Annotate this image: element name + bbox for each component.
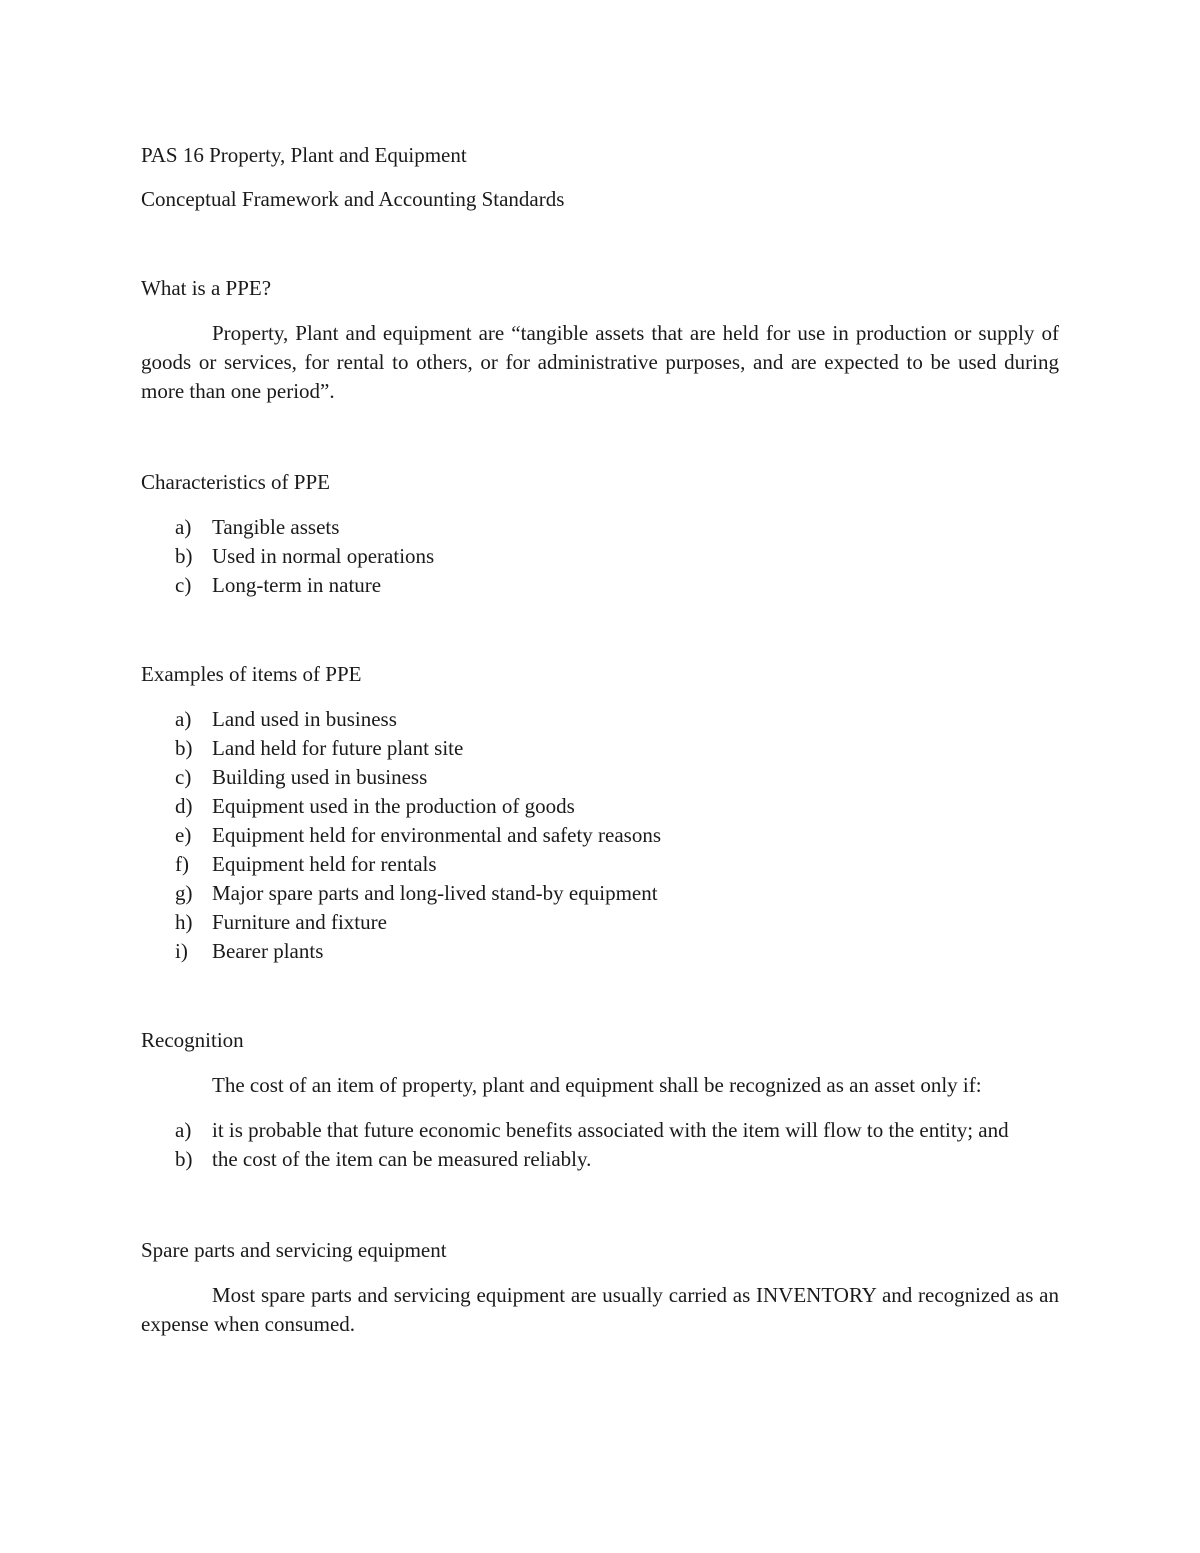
- list-item: b) the cost of the item can be measured reliably.: [175, 1147, 592, 1171]
- examples-section: [141, 660, 1061, 966]
- recognition-paragraph: The cost of an item of property, plant and equipment shall be recognized as an asset only if:: [212, 1073, 982, 1097]
- list-item: d) Equipment used in the production of goods: [175, 794, 575, 818]
- list-item: f) Equipment held for rentals: [175, 852, 437, 876]
- recognition-section: [141, 1026, 1061, 1174]
- list-item: a) Land used in business: [175, 707, 397, 731]
- list-item: b) Used in normal operations: [175, 544, 435, 568]
- definition-section: [141, 274, 1061, 406]
- examples-heading: Examples of items of PPE: [141, 662, 362, 686]
- examples-list: [141, 705, 1061, 966]
- recognition-list: [141, 1116, 1061, 1174]
- characteristics-heading: Characteristics of PPE: [141, 470, 330, 494]
- list-item: i) Bearer plants: [175, 939, 324, 963]
- document-title: PAS 16 Property, Plant and Equipment: [141, 143, 467, 167]
- recognition-heading: Recognition: [141, 1028, 244, 1052]
- list-item: a) Tangible assets: [175, 515, 340, 539]
- list-item: a) it is probable that future economic benefits associated with the item will flow to the entity; and: [175, 1118, 1009, 1142]
- spare-parts-heading: Spare parts and servicing equipment: [141, 1238, 447, 1262]
- list-item: e) Equipment held for environmental and safety reasons: [175, 823, 662, 847]
- list-item: c) Long-term in nature: [175, 573, 382, 597]
- definition-heading: What is a PPE?: [141, 276, 272, 300]
- spare-parts-paragraph: Most spare parts and servicing equipment are usually carried as INVENTORY and recognized as an expense when consumed.: [141, 1283, 1059, 1336]
- list-item: h) Furniture and fixture: [175, 910, 387, 934]
- list-item: b) Land held for future plant site: [175, 736, 464, 760]
- document-subtitle: Conceptual Framework and Accounting Standards: [141, 187, 565, 211]
- definition-paragraph: Property, Plant and equipment are “tangible assets that are held for use in production or supply of goods or services, for rental to others, or for administrative purposes, and are expected to be used during more than one period”.: [141, 321, 1059, 403]
- spare-parts-section: [141, 1236, 1061, 1339]
- document-page: [141, 141, 1061, 1339]
- list-item: c) Building used in business: [175, 765, 428, 789]
- characteristics-section: [141, 468, 1061, 600]
- characteristics-list: [141, 513, 1061, 600]
- list-item: g) Major spare parts and long-lived stand-by equipment: [175, 881, 658, 905]
